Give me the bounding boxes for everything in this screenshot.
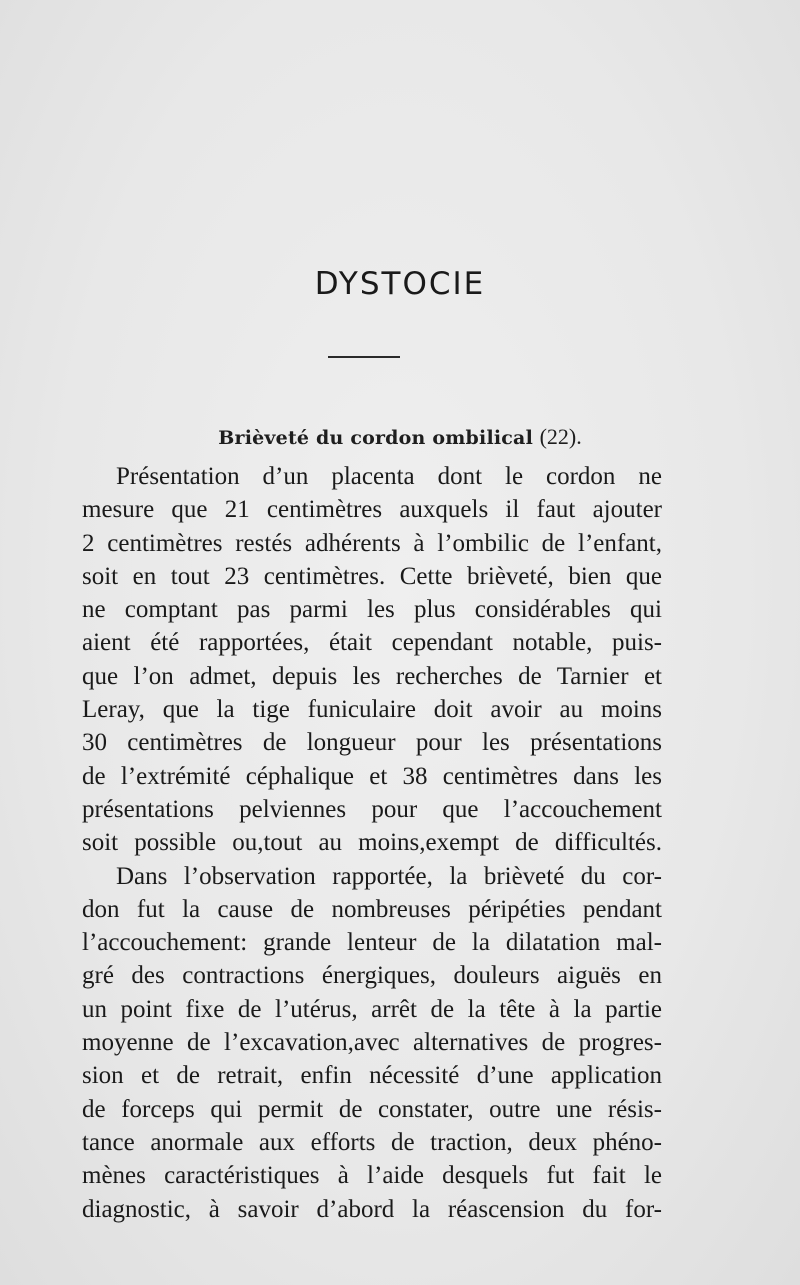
text-line: mènes caractéristiques à l’aide desquels fut fait le: [82, 1162, 662, 1190]
text-line: ne comptant pas parmi les plus considérables qui: [82, 596, 662, 624]
text-line: 30 centimètres de longueur pour les présentations: [82, 729, 662, 757]
text-line: que l’on admet, depuis les recherches de Tarnier et: [82, 662, 662, 690]
text-line: soit en tout 23 centimètres. Cette brièveté, bien que: [82, 562, 662, 590]
text-line: tance anormale aux efforts de traction, deux phéno-: [82, 1128, 662, 1156]
section-heading-text: Brièveté du cordon ombilical: [218, 427, 533, 449]
page-title: DYSTOCIE: [314, 266, 486, 302]
text-line: l’accouchement: grande lenteur de la dilatation mal-: [82, 929, 662, 957]
paragraph-1: [82, 460, 662, 860]
text-line: de l’extrémité céphalique et 38 centimètres dans les: [82, 762, 662, 790]
paragraph-2: [82, 860, 662, 1226]
text-line: gré des contractions énergiques, douleurs aiguës en: [82, 962, 662, 990]
text-line: sion et de retrait, enfin nécessité d’une application: [82, 1062, 662, 1090]
body-text: [82, 460, 662, 1226]
text-line: aient été rapportées, était cependant notable, puis-: [82, 629, 662, 657]
text-line: mesure que 21 centimètres auxquels il faut ajouter: [82, 496, 662, 524]
text-line: Dans l’observation rapportée, la brièveté du cor-: [116, 862, 662, 890]
text-line: don fut la cause de nombreuses péripéties pendant: [82, 895, 662, 923]
text-line: présentations pelviennes pour que l’accouchement: [82, 795, 662, 823]
text-line: moyenne de l’excavation,avec alternatives de progres-: [82, 1029, 662, 1057]
text-line: un point fixe de l’utérus, arrêt de la tête à la partie: [82, 995, 662, 1023]
bleed-through-texture: [90, 100, 800, 135]
text-line: 2 centimètres restés adhérents à l’ombilic de l’enfant,: [82, 529, 662, 557]
text-line: soit possible ou,tout au moins,exempt de difficultés.: [82, 829, 662, 857]
title-divider: [328, 356, 400, 358]
section-reference: (22).: [539, 424, 582, 449]
section-heading: [0, 422, 800, 453]
text-line: de forceps qui permit de constater, outre une résis-: [82, 1095, 662, 1123]
text-line: Présentation d’un placenta dont le cordon ne: [116, 463, 662, 490]
text-line: Leray, que la tige funiculaire doit avoir au moins: [82, 696, 662, 724]
text-line: diagnostic, à savoir d’abord la réascension du for-: [82, 1195, 662, 1223]
